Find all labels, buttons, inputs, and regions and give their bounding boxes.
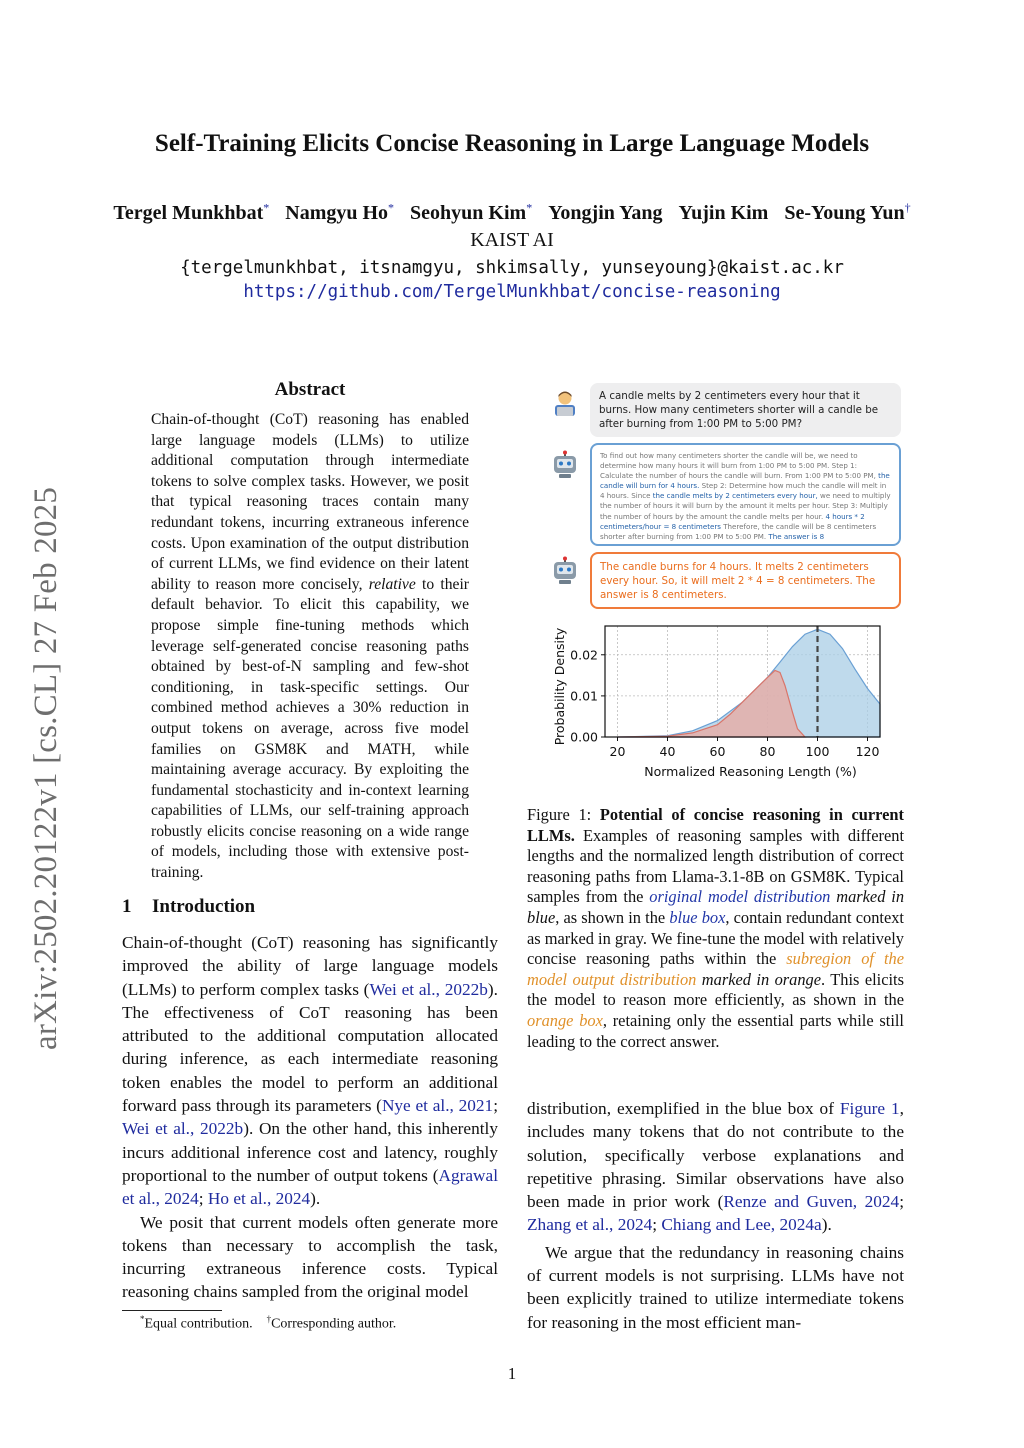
right-paragraph-2: We argue that the redundancy in reasoning chains of current models is not surprising. LLMs have not been explicitly trained to utilize intermediate tokens for reasoning in the most efficient man- (527, 1242, 904, 1332)
intro-paragraph-2: We posit that current models often generate more tokens than necessary to accomplish the task, incurring extraneous inference costs. Typical reasoning chains sampled from the original model (122, 1212, 498, 1302)
section-heading-introduction: 1 Introduction (122, 896, 256, 917)
x-tick-label: 120 (855, 744, 880, 759)
author-name: Se-Young Yun† (784, 200, 911, 224)
highlighted-step-text: The answer is 8 (768, 531, 825, 541)
author-mark: * (526, 200, 533, 214)
author-name: Namgyu Ho* (285, 200, 395, 224)
x-tick-label: 20 (609, 744, 626, 759)
introduction-body (122, 931, 498, 1304)
author-mark: * (263, 200, 270, 214)
abstract-body: Chain-of-thought (CoT) reasoning has enabled large language models (LLMs) to utilize additional computation through intermediate tokens to solve complex tasks. However, we posit that typical reasoning traces contain many redundant tokens, incurring extraneous inference costs. Upon examination of the output distribution of current LLMs, we find evidence on their latent ability to reason more concisely, relative to their default behavior. To elicit this capability, we propose simple fine-tuning methods which leverage self-generated concise reasoning paths obtained by best-of-N sampling and few-shot conditioning, in task-specific settings. Our combined method achieves a 30% reduction in output tokens on average, across five model families on GSM8K and MATH, while maintaining average accuracy. By exploiting the fundamental stochasticity and in-context learning capabilities of LLMs, our self-training approach robustly elicits concise reasoning on a wide range of models, including those with extensive post-training. (151, 411, 469, 882)
figure-caption: Figure 1: Potential of concise reasoning in current LLMs. Examples of reasoning samples with different lengths and the normalized length distribution of correct reasoning paths from Llama-3.1-8B on GSM8K. Typical samples from the original model distribution marked in blue, as shown in the blue box, contain redundant context as marked in gray. We fine-tune the model with relatively concise reasoning paths within the subregion of the model output distribution marked in orange. This elicits the model to reason more efficiently, as shown in the orange box, retaining only the essential parts while still leading to the correct answer. (527, 805, 905, 1051)
footnote: *Equal contribution. †Corresponding author. (140, 1314, 397, 1332)
abstract-heading: Abstract (274, 379, 346, 400)
y-tick-label: 0.01 (570, 688, 598, 704)
author-name: Yujin Kim (678, 201, 769, 224)
x-tick-label: 60 (709, 744, 726, 759)
y-axis-label: Probability Density (552, 627, 567, 746)
citation-link[interactable]: Renze and Guven, 2024 (723, 1192, 900, 1212)
intro-paragraph-1: Chain-of-thought (CoT) reasoning has significantly improved the ability of large language models (LLMs) to perform complex tasks (Wei et al., 2022b). The effectiveness of CoT reasoning has been attributed to the additional computation allocated during inference, as each intermediate reasoning token enables the model to perform an additional forward pass through its parameters (Nye et al., 2021; Wei et al., 2022b). On the other hand, this inherently incurs additional inference cost and latency, roughly proportional to the number of output tokens (Agrawal et al., 2024; Ho et al., 2024). (122, 933, 498, 1209)
paper-title: Self-Training Elicits Concise Reasoning in Large Language Models (154, 130, 870, 157)
verbose-answer-bubble (590, 443, 901, 546)
length-distribution-chart (548, 615, 908, 790)
footnote-rule (122, 1310, 222, 1311)
x-tick-label: 80 (759, 744, 776, 759)
figure-reference-link[interactable]: Figure 1 (839, 1099, 900, 1118)
redundant-text: Step 2: Determine how much the candle will melt in 4 hours. Since (600, 481, 887, 501)
citation-link[interactable]: Wei et al., 2022b (122, 1119, 244, 1139)
x-tick-label: 40 (659, 744, 676, 759)
robot-icon (550, 450, 580, 480)
y-tick-label: 0.00 (570, 729, 598, 745)
highlighted-step-text: the candle will burn for 4 hours. (600, 471, 890, 491)
robot-icon (550, 556, 580, 586)
right-paragraph-1: distribution, exemplified in the blue box of Figure 1, includes many tokens that do not contribute to the solution, specifically verbose explanations and repetitive phrasing. Similar observations have also been made in prior work (Renze and Guven, 2024; Zhang et al., 2024; Chiang and Lee, 2024a). (527, 1099, 905, 1235)
x-axis-label: Normalized Reasoning Length (%) (644, 764, 857, 779)
citation-link[interactable]: Agrawal et al., 2024 (122, 1165, 498, 1209)
repository-link[interactable]: https://github.com/TergelMunkhbat/concise-reasoning (243, 282, 781, 302)
x-tick-label: 100 (805, 744, 830, 759)
citation-link[interactable]: Chiang and Lee, 2024a (661, 1215, 822, 1235)
redundant-text: To find out how many centimeters shorter the candle will be, we need to determine how many hours it will burn from 1:00 PM to 5:00 PM. Step 1: Calculate the number of hours the candle will burn. From 1:00 PM to 5:00 PM, (600, 451, 879, 481)
citation-link[interactable]: Wei et al., 2022b (369, 979, 488, 999)
citation-link[interactable]: Nye et al., 2021 (381, 1096, 494, 1116)
highlighted-step-text: the candle melts by 2 centimeters every hour, (652, 491, 818, 501)
right-column-body (527, 1097, 904, 1334)
author-mark: † (904, 200, 911, 214)
author-list (0, 200, 1024, 225)
arxiv-identifier: arXiv:2502.20122v1 [cs.CL] 27 Feb 2025 (28, 486, 64, 1050)
question-bubble: A candle melts by 2 centimeters every hour that it burns. How many centimeters shorter will a candle be after burning from 1:00 PM to 5:00 PM? (590, 383, 901, 437)
y-tick-label: 0.02 (570, 647, 598, 663)
author-name: Seohyun Kim* (410, 200, 533, 224)
series-area-orange (618, 670, 806, 737)
person-with-laptop-icon (550, 388, 580, 418)
author-name: Yongjin Yang (548, 201, 663, 224)
author-mark: * (388, 200, 395, 214)
highlighted-step-text: 4 hours * 2 centimeters/hour = 8 centimeters (600, 511, 865, 531)
author-name: Tergel Munkhbat* (113, 200, 270, 224)
citation-link[interactable]: Ho et al., 2024 (207, 1189, 311, 1209)
citation-link[interactable]: Zhang et al., 2024 (527, 1215, 653, 1235)
redundant-text: we need to multiply the number of hours it will burn by the amount it melts per hour. Step 3: Multiply the number of hours by the amount the candle melts per hour. (600, 491, 891, 521)
affiliation: KAIST AI (470, 229, 554, 251)
author-emails: {tergelmunkhbat, itsnamgyu, shkimsally, yunseyoung}@kaist.ac.kr (180, 258, 844, 278)
page-number: 1 (507, 1364, 517, 1383)
concise-answer-bubble: The candle burns for 4 hours. It melts 2 centimeters every hour. So, it will melt 2 * 4 = 8 centimeters. The answer is 8 centimeters. (590, 552, 901, 609)
redundant-text: Therefore, the candle will be 8 centimeters shorter after burning from 1:00 PM to 5:00 PM. (600, 521, 877, 541)
